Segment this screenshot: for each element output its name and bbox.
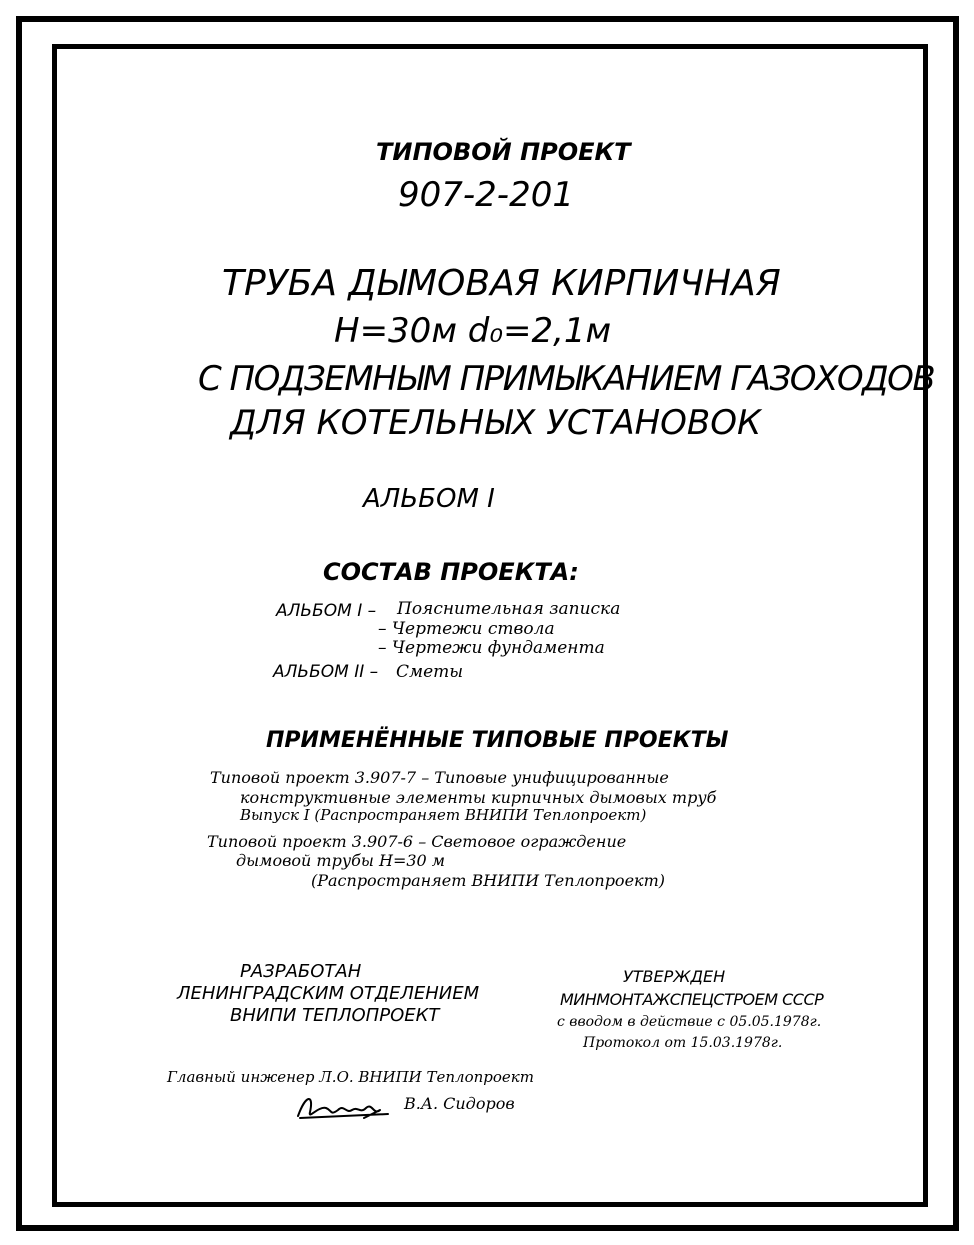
album1-item-1: Пояснительная записка bbox=[397, 599, 621, 619]
chief-engineer-line: Главный инженер Л.О. ВНИПИ Теплопроект bbox=[167, 1068, 534, 1086]
applied-p1-line-3: Выпуск I (Распространяет ВНИПИ Теплопроект) bbox=[240, 806, 647, 824]
handwritten-signature-icon bbox=[292, 1088, 402, 1128]
project-number: 907-2-201 bbox=[398, 175, 574, 215]
applied-p2-line-1: Типовой проект 3.907-6 – Световое ограждение bbox=[207, 832, 627, 851]
album2-label: АЛЬБОМ II – bbox=[273, 662, 379, 682]
album-label: АЛЬБОМ I bbox=[363, 484, 495, 514]
approved-line-3: с вводом в действие с 05.05.1978г. bbox=[557, 1014, 822, 1030]
composition-heading: СОСТАВ ПРОЕКТА: bbox=[323, 558, 579, 586]
album1-item-3: – Чертежи фундамента bbox=[378, 638, 605, 658]
album1-item-2: – Чертежи ствола bbox=[378, 619, 555, 639]
applied-p1-line-1: Типовой проект 3.907-7 – Типовые унифицированные bbox=[210, 768, 669, 787]
applied-heading: ПРИМЕНЁННЫЕ ТИПОВЫЕ ПРОЕКТЫ bbox=[266, 728, 729, 753]
approved-line-2: МИНМОНТАЖСПЕЦСТРОЕМ СССР bbox=[560, 990, 824, 1009]
developed-line-1: РАЗРАБОТАН bbox=[240, 961, 362, 982]
applied-p1-line-2: конструктивные элементы кирпичных дымовых труб bbox=[240, 788, 717, 807]
title-line-3: С ПОДЗЕМНЫМ ПРИМЫКАНИЕМ ГАЗОХОДОВ bbox=[198, 359, 935, 399]
approved-line-1: УТВЕРЖДЕН bbox=[623, 967, 726, 986]
album2-item-1: Сметы bbox=[396, 662, 464, 682]
developed-line-3: ВНИПИ ТЕПЛОПРОЕКТ bbox=[230, 1005, 440, 1026]
applied-p2-line-2: дымовой трубы Н=30 м bbox=[236, 851, 446, 870]
album1-label: АЛЬБОМ I – bbox=[276, 601, 377, 621]
title-line-4: ДЛЯ КОТЕЛЬНЫХ УСТАНОВОК bbox=[230, 403, 762, 443]
developed-line-2: ЛЕНИНГРАДСКИМ ОТДЕЛЕНИЕМ bbox=[177, 983, 480, 1004]
project-type-label: ТИПОВОЙ ПРОЕКТ bbox=[376, 138, 631, 166]
approved-line-4: Протокол от 15.03.1978г. bbox=[583, 1035, 783, 1051]
title-line-2: Н=30м d₀=2,1м bbox=[334, 311, 612, 351]
signer-name: В.А. Сидоров bbox=[404, 1094, 515, 1113]
applied-p2-line-3: (Распространяет ВНИПИ Теплопроект) bbox=[311, 871, 665, 890]
title-line-1: ТРУБА ДЫМОВАЯ КИРПИЧНАЯ bbox=[222, 263, 781, 304]
